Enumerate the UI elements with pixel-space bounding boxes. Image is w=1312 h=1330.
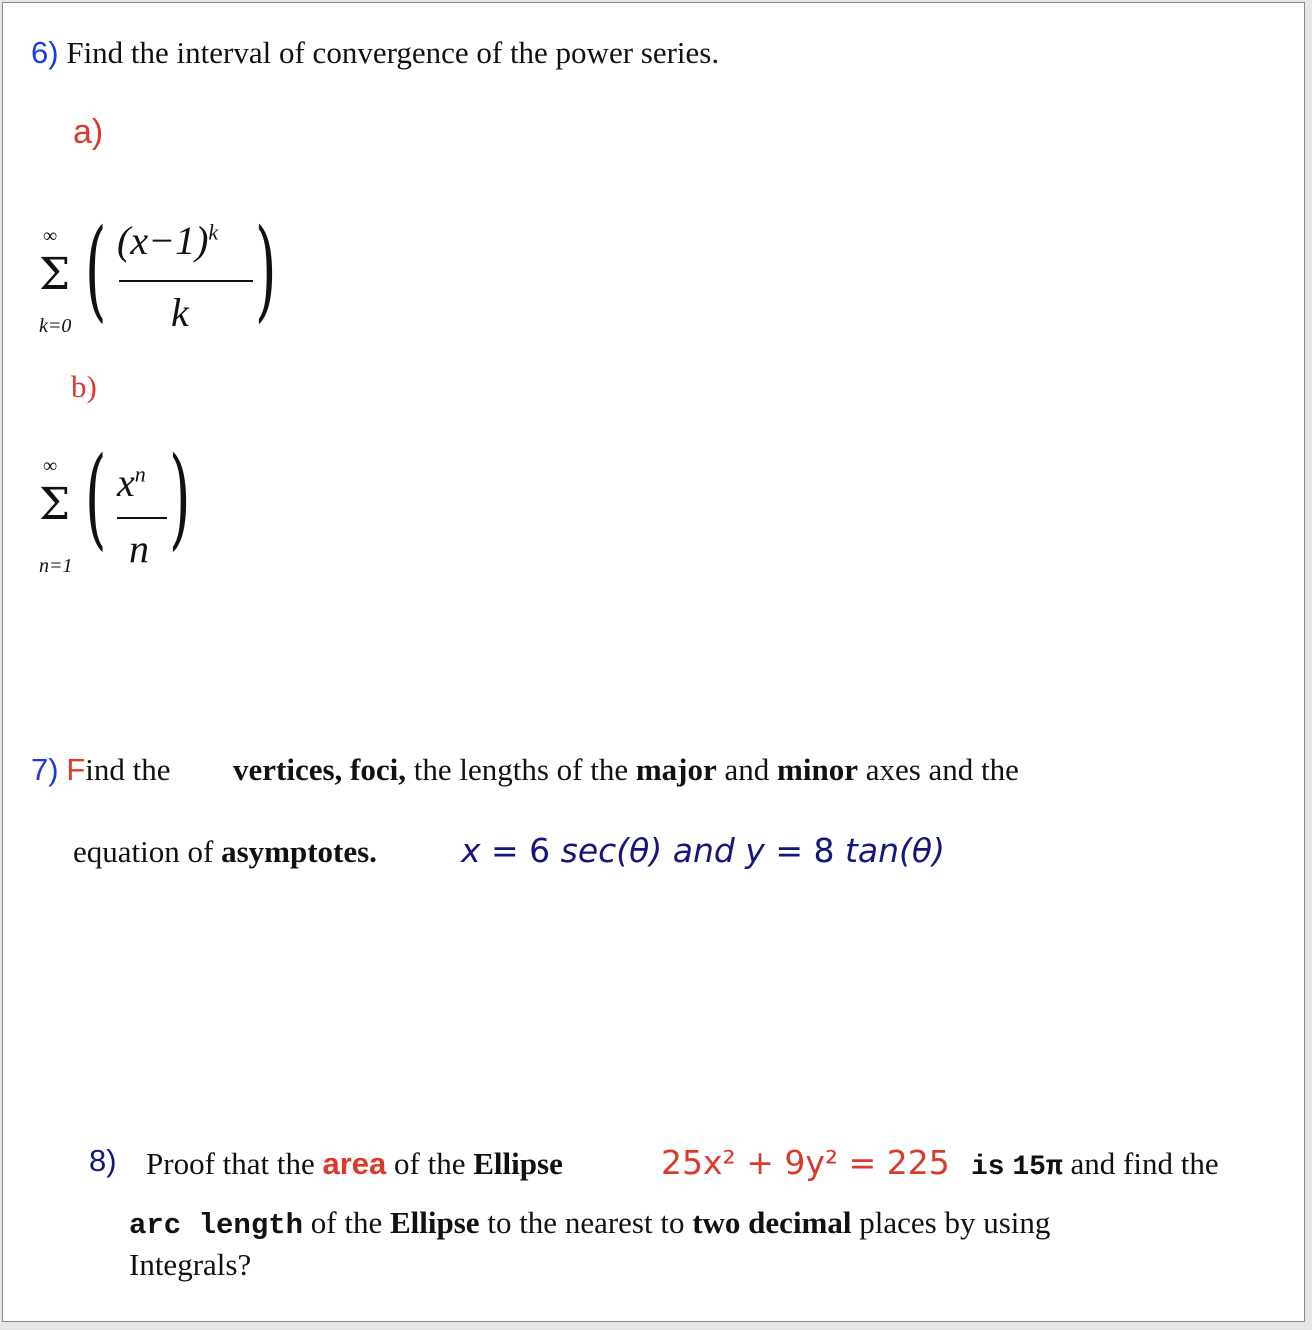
question-7-find-initial: F [66, 752, 86, 787]
series-a-lower-limit: k=0 [39, 315, 72, 337]
question-6-heading [31, 35, 719, 71]
question-7-line-1: 7) Find the [31, 752, 171, 787]
series-b-lower-limit: n=1 [39, 555, 73, 577]
question-8-number: 8) [89, 1143, 117, 1178]
series-a-right-paren: ) [255, 205, 277, 333]
part-a-label: a) [73, 113, 104, 151]
question-7-line-1-text: vertices, foci, the lengths of the major and minor axes and the [233, 752, 1019, 787]
series-b-right-paren: ) [169, 433, 191, 561]
series-b-denominator: n [129, 526, 149, 571]
worksheet-page [2, 2, 1305, 1322]
question-6-prompt: Find the interval of convergence of the power series. [66, 35, 720, 70]
series-a-denominator: k [171, 290, 189, 335]
question-8-line-1 [89, 1143, 117, 1179]
question-7-line-2: equation of asymptotes. [73, 834, 377, 869]
series-b-numerator: $x^n$ [117, 460, 146, 505]
question-6-number: 6) [31, 35, 59, 70]
series-b [33, 433, 213, 591]
series-a-left-paren: ( [85, 205, 107, 333]
series-b-sigma: Σ [39, 479, 71, 530]
question-8-line-3: Integrals? [129, 1247, 252, 1282]
series-a-sigma: Σ [39, 249, 71, 300]
area-keyword: area [322, 1146, 387, 1181]
series-a-upper-limit: ∞ [43, 225, 58, 247]
ellipse-equation: 25x² + 9y² = 225 [661, 1143, 950, 1182]
series-b-fraction-bar [117, 517, 167, 519]
series-a-numerator: $(x-1)^k$ [117, 218, 219, 263]
question-7-number: 7) [31, 752, 59, 787]
question-8-line-2: arc length of the Ellipse to the nearest to two decimal places by using [129, 1205, 1051, 1242]
question-8-line-1-text: Proof that the area of the Ellipse [146, 1146, 563, 1181]
series-b-upper-limit: ∞ [43, 455, 58, 477]
series-b-left-paren: ( [85, 433, 107, 561]
question-7-parametric-equations: x = 6 sec(θ) and y = 8 tan(θ) [461, 831, 945, 870]
part-b-label: b) [71, 369, 97, 404]
series-a-fraction-bar [119, 280, 253, 282]
question-8-line-1-end: is 15π and find the [971, 1146, 1219, 1183]
series-a [33, 205, 293, 353]
